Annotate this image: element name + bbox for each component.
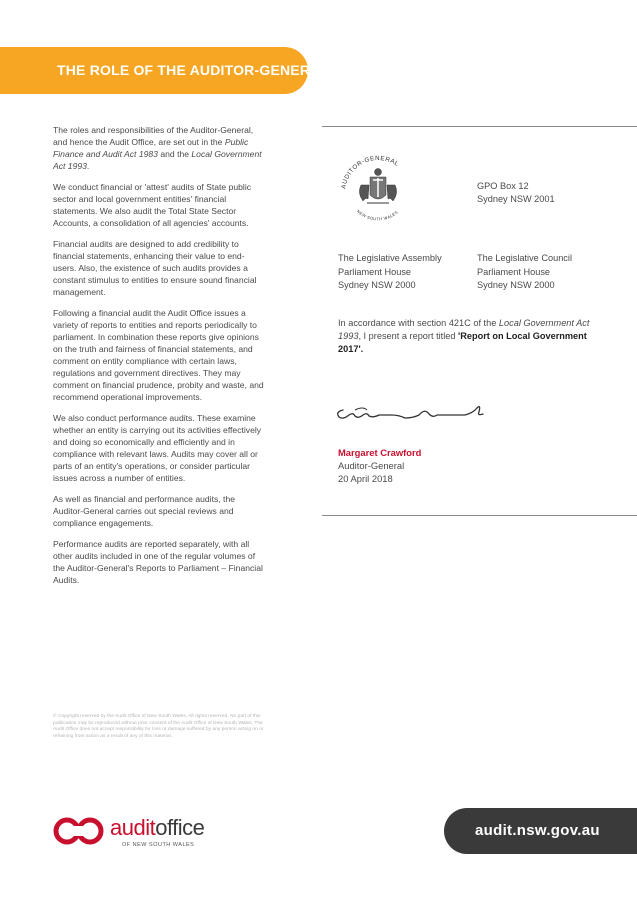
address-line: The Legislative Assembly: [338, 253, 442, 263]
text: , I present a report titled: [358, 331, 459, 341]
signer-name: Margaret Crawford: [338, 447, 422, 458]
logo-word-office: office: [155, 815, 205, 840]
paragraph: Following a financial audit the Audit Office issues a variety of reports to entities and reports periodically to parliament. In combination these reports give opinions on the truth and fairness of financial statements, and comment on entity compliance with certain laws, regulations and government directives. They may comment on financial prudence, probity and waste, and recommend operational improvements.: [53, 308, 264, 402]
postal-address: [477, 180, 555, 206]
paragraph: [53, 124, 265, 172]
address-line: Sydney NSW 2000: [477, 280, 555, 290]
text: .: [86, 161, 90, 171]
address-line: Parliament House: [338, 266, 412, 277]
signer-role: Auditor-General: [338, 460, 405, 471]
presentation-statement: [338, 317, 608, 356]
audit-office-logo: [52, 812, 232, 857]
divider: [322, 515, 637, 516]
copyright-notice: © Copyright reserved by the Audit Office of New South Wales. All rights reserved. No part of this publication may be reproduced without prior consent of the Audit Office of New South Wales. The Audit Office does not accept responsibility for loss or damage suffered by any person acting on or refraining from action as a result of any of this material.: [53, 714, 264, 739]
nsw-crest-icon: [333, 145, 423, 235]
divider: [322, 126, 637, 127]
page-title: THE ROLE OF THE AUDITOR-GENERAL: [57, 62, 330, 78]
footer-url-bar: [444, 808, 637, 854]
signatory: [338, 446, 421, 485]
logo-word-audit: audit: [110, 815, 156, 840]
text: In accordance with section 421C of the: [338, 318, 499, 328]
text: The roles and responsibilities of the Auditor-General, and hence the Audit Office, are set out in the: [53, 125, 254, 147]
recipient-legislative-assembly: [338, 252, 442, 293]
paragraph: Financial audits are designed to add credibility to financial statements, enhancing their value to end-users. Also, the existence of such audits provides a constant stimulus to entities to ensure sound financial management.: [53, 239, 257, 297]
crest-text-top: AUDITOR-GENERAL: [340, 154, 401, 190]
paragraph: As well as financial and performance audits, the Auditor-General carries out special reviews and compliance engagements.: [53, 494, 236, 528]
address-line: Sydney NSW 2001: [477, 194, 555, 204]
act-reference: Local Government Act 1993: [338, 318, 590, 341]
logo-subtitle: OF NEW SOUTH WALES: [122, 842, 195, 848]
act-reference: Public Finance and Audit Act 1983: [53, 137, 249, 159]
website-link[interactable]: audit.nsw.gov.au: [475, 822, 600, 839]
header-banner: [0, 47, 330, 94]
paragraph: We also conduct performance audits. These examine whether an entity is carrying out its activities effectively and doing so economically and efficiently and in compliance with relevant laws. Audits may cover all or parts of an entity's operations, or consider particular issues across a number of entities.: [53, 413, 262, 483]
address-line: The Legislative Council: [477, 253, 572, 263]
crest-text-bottom: NEW SOUTH WALES: [356, 208, 399, 222]
text: .: [360, 344, 364, 354]
signature-image: [333, 398, 493, 428]
text: and the: [157, 149, 192, 159]
paragraph: Performance audits are reported separately, with all other audits included in one of the regular volumes of the Auditor-General's Reports to Parliament – Financial Audits.: [53, 539, 263, 585]
audit-office-logo-icon: [52, 816, 106, 846]
address-line: GPO Box 12: [477, 181, 529, 191]
recipient-legislative-council: [477, 252, 572, 293]
act-reference: Local Government Act 1993: [53, 149, 262, 171]
role-description: [53, 124, 265, 595]
signer-date: 20 April 2018: [338, 473, 393, 484]
paragraph: We conduct financial or 'attest' audits of State public sector and local government entities' financial statements. We also audit the Total State Sector Accounts, a consolidation of all agencies' accounts.: [53, 182, 252, 228]
report-title: 'Report on Local Government 2017': [338, 331, 587, 354]
logo-wordmark: [110, 815, 204, 841]
svg-text:NEW SOUTH WALES: [356, 209, 399, 222]
address-line: Sydney NSW 2000: [338, 280, 416, 290]
address-line: Parliament House: [477, 266, 551, 277]
